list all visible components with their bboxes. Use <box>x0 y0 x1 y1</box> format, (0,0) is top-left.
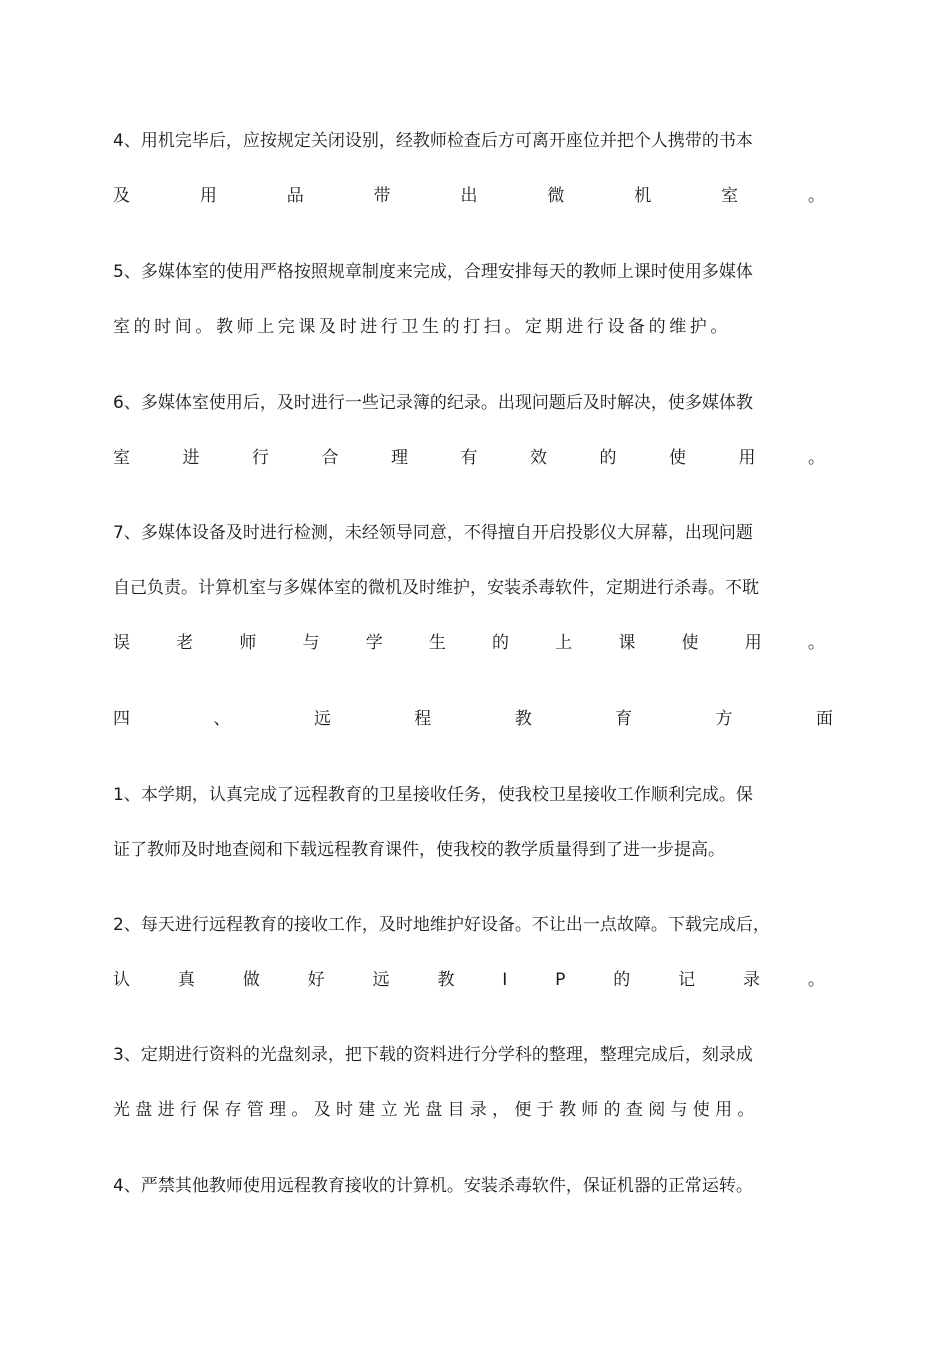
paragraph-5-line-2: 室的时间。教师上完课及时进行卫生的打扫。定期进行设备的维护。 <box>113 317 731 337</box>
spread-char: 。 <box>808 186 825 206</box>
spread-char: 远 <box>372 970 390 990</box>
spread-char: 的 <box>599 448 617 468</box>
spread-char: 、 <box>213 709 231 729</box>
spread-char: 真 <box>177 970 195 990</box>
spread-char: 有 <box>460 448 478 468</box>
spread-char: 做 <box>242 970 260 990</box>
spread-char: P <box>555 970 566 990</box>
paragraph-7-line-3 <box>113 631 825 655</box>
spread-char: 录 <box>743 970 761 990</box>
spread-char: 程 <box>414 709 432 729</box>
spread-char: 误 <box>113 633 130 653</box>
spread-char: 。 <box>807 633 825 653</box>
paragraph-6-line-2 <box>113 446 825 470</box>
spread-char: 学 <box>365 633 383 653</box>
spread-char: 用 <box>744 633 762 653</box>
spread-char: 理 <box>391 448 408 468</box>
spread-char: I <box>502 970 508 990</box>
section-4-item-1-line-2: 证了教师及时地查阅和下载远程教育课件，使我校的教学质量得到了进一步提高。 <box>113 840 725 860</box>
section-4-item-3-line-1: 3、定期进行资料的光盘刻录，把下载的资料进行分学科的整理，整理完成后，刻录成 <box>113 1045 753 1065</box>
spread-char: 效 <box>530 448 547 468</box>
spread-char: 用 <box>199 186 217 206</box>
spread-char: 老 <box>176 633 194 653</box>
spread-char: 上 <box>555 633 573 653</box>
spread-char: 四 <box>113 709 130 729</box>
spread-char: 与 <box>302 633 320 653</box>
spread-char: 。 <box>808 448 825 468</box>
spread-char: 远 <box>313 709 331 729</box>
paragraph-4-line-1: 4、用机完毕后，应按规定关闭设别，经教师检查后方可离开座位并把个人携带的书本 <box>113 131 753 151</box>
spread-char: 带 <box>373 186 391 206</box>
spread-char: 品 <box>286 186 304 206</box>
spread-char: 用 <box>738 448 756 468</box>
spread-char: 的 <box>613 970 631 990</box>
spread-char: 教 <box>514 709 532 729</box>
spread-char: 室 <box>113 448 130 468</box>
section-4-item-3-line-2: 光盘进行保存管理。及时建立光盘目录，便于教师的查阅与使用。 <box>113 1100 760 1120</box>
spread-char: 课 <box>618 633 636 653</box>
paragraph-4-line-2 <box>113 184 825 208</box>
spread-char: 使 <box>681 633 699 653</box>
paragraph-6-line-1: 6、多媒体室使用后，及时进行一些记录簿的纪录。出现问题后及时解决，使多媒体教 <box>113 393 753 413</box>
spread-char: 机 <box>634 186 652 206</box>
spread-char: 教 <box>437 970 455 990</box>
spread-char: 合 <box>321 448 339 468</box>
spread-char: 师 <box>239 633 257 653</box>
spread-char: 好 <box>307 970 325 990</box>
section-4-item-2-line-2 <box>113 968 825 992</box>
section-4-item-4-line-1: 4、严禁其他教师使用远程教育接收的计算机。安装杀毒软件，保证机器的正常运转。 <box>113 1176 753 1196</box>
section-4-item-1-line-1: 1、本学期，认真完成了远程教育的卫星接收任务，使我校卫星接收工作顺利完成。保 <box>113 785 753 805</box>
spread-char: 记 <box>678 970 696 990</box>
paragraph-7-line-2: 自己负责。计算机室与多媒体室的微机及时维护，安装杀毒软件，定期进行杀毒。不耽 <box>113 578 759 598</box>
spread-char: 室 <box>721 186 739 206</box>
spread-char: 及 <box>113 186 130 206</box>
spread-char: 面 <box>815 709 833 729</box>
paragraph-7-line-1: 7、多媒体设备及时进行检测，未经领导同意，不得擅自开启投影仪大屏幕，出现问题 <box>113 523 753 543</box>
spread-char: 方 <box>715 709 733 729</box>
spread-char: 微 <box>547 186 565 206</box>
spread-char: 出 <box>460 186 478 206</box>
spread-char: 。 <box>807 970 825 990</box>
paragraph-5-line-1: 5、多媒体室的使用严格按照规章制度来完成，合理安排每天的教师上课时使用多媒体 <box>113 262 753 282</box>
spread-char: 的 <box>492 633 510 653</box>
section-4-item-2-line-1: 2、每天进行远程教育的接收工作，及时地维护好设备。不让出一点故障。下载完成后， <box>113 915 770 935</box>
spread-char: 进 <box>182 448 200 468</box>
spread-char: 使 <box>669 448 686 468</box>
section-4-heading <box>113 707 833 731</box>
spread-char: 育 <box>615 709 633 729</box>
spread-char: 认 <box>113 970 130 990</box>
spread-char: 行 <box>252 448 269 468</box>
spread-char: 生 <box>428 633 446 653</box>
